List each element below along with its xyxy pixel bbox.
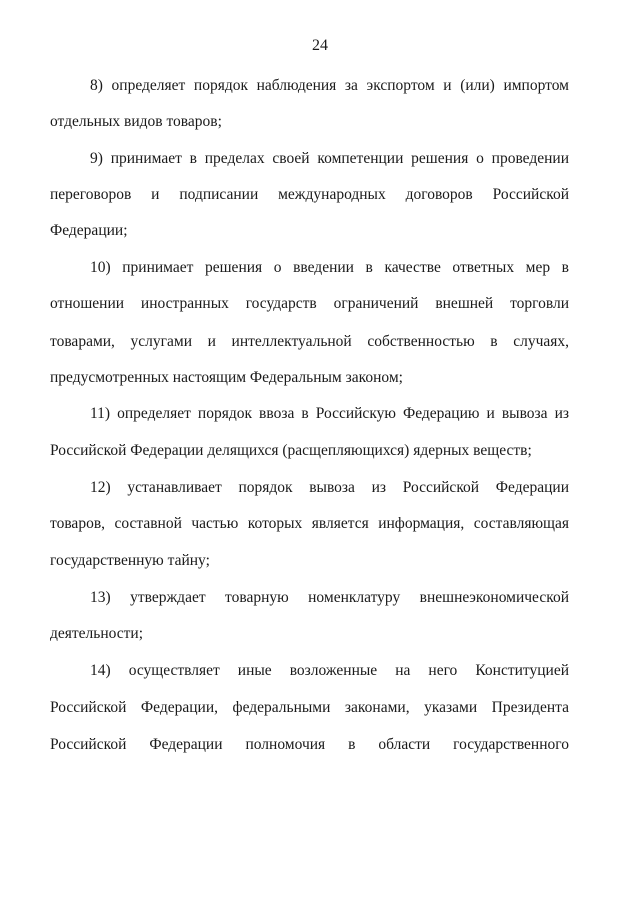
paragraph-line: 11) определяет порядок ввоза в Российскую Федерацию и вывоза из [90,405,569,422]
paragraph-line: 9) принимает в пределах своей компетенции решения о проведении [90,150,569,167]
paragraph-line: переговоров и подписании международных договоров Российской [50,186,569,203]
paragraph-line: 14) осуществляет иные возложенные на него Конституцией [90,662,569,679]
paragraph-line: Федерации; [50,222,128,239]
paragraph-line: деятельности; [50,625,144,642]
paragraph-line: 10) принимает решения о введении в качестве ответных мер в [90,259,569,276]
paragraph-line: товарами, услугами и интеллектуальной собственностью в случаях, [50,333,569,350]
paragraph-line: Российской Федерации, федеральными законами, указами Президента [50,699,569,716]
paragraph-line: 8) определяет порядок наблюдения за экспортом и (или) импортом [90,77,569,94]
paragraph-line: отдельных видов товаров; [50,113,222,130]
paragraph-line: 12) устанавливает порядок вывоза из Российской Федерации [90,479,569,496]
paragraph-line: государственную тайну; [50,552,210,569]
paragraph-line: 13) утверждает товарную номенклатуру внешнеэкономической [90,589,569,606]
paragraph-line: товаров, составной частью которых является информация, составляющая [50,515,569,532]
paragraph-line: Российской Федерации полномочия в области государственного [50,736,569,753]
paragraph-line: отношении иностранных государств ограничений внешней торговли [50,295,569,312]
page-number: 24 [312,37,328,54]
paragraph-line: Российской Федерации делящихся (расщепляющихся) ядерных веществ; [50,442,532,459]
paragraph-line: предусмотренных настоящим Федеральным законом; [50,369,403,386]
